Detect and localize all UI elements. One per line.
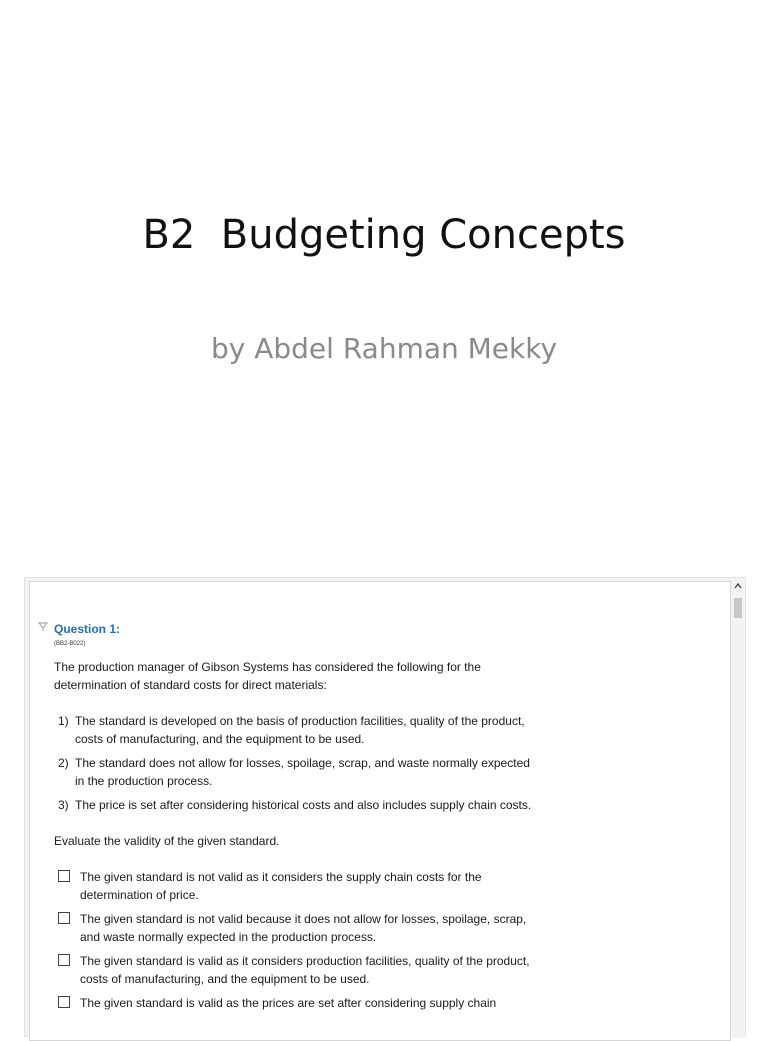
answer-text: The given standard is not valid as it considers the supply chain costs for the determination of price.	[80, 870, 482, 902]
scrollbar-thumb[interactable]	[734, 598, 742, 618]
vertical-scrollbar[interactable]	[731, 578, 745, 1038]
answer-option[interactable]	[54, 994, 534, 1012]
chevron-up-icon[interactable]	[733, 580, 743, 592]
item-number: 1)	[58, 714, 69, 728]
slide-subtitle: by Abdel Rahman Mekky	[210, 332, 558, 365]
item-text: The standard does not allow for losses, spoilage, scrap, and waste normally expected in the production process.	[75, 756, 530, 788]
item-number: 3)	[58, 798, 69, 812]
answer-checkbox[interactable]	[58, 912, 70, 924]
question-prompt: Evaluate the validity of the given standard.	[54, 834, 280, 848]
answer-checkbox[interactable]	[58, 954, 70, 966]
question-panel	[29, 581, 731, 1041]
criteria-list	[54, 712, 534, 814]
list-item	[54, 796, 534, 814]
slide-title: B2 Budgeting Concepts	[142, 212, 626, 258]
item-text: The price is set after considering historical costs and also includes supply chain costs.	[75, 798, 532, 812]
flag-icon[interactable]	[38, 622, 48, 632]
answer-text: The given standard is valid as it considers production facilities, quality of the product, costs of manufacturing, and the equipment to be used.	[80, 954, 530, 986]
answer-option[interactable]	[54, 952, 534, 988]
item-text: The standard is developed on the basis of production facilities, quality of the product, costs of manufacturing, and the equipment to be used.	[75, 714, 525, 746]
list-item	[54, 712, 534, 748]
answer-option[interactable]	[54, 868, 534, 904]
answer-checkbox[interactable]	[58, 996, 70, 1008]
question-body	[54, 658, 534, 1018]
question-code: (BB2-B022)	[54, 641, 86, 647]
answer-text: The given standard is not valid because it does not allow for losses, spoilage, scrap, and waste normally expected in the production process.	[80, 912, 527, 944]
answer-option[interactable]	[54, 910, 534, 946]
answer-text: The given standard is valid as the prices are set after considering supply chain	[80, 996, 497, 1010]
question-heading: Question 1:	[54, 622, 121, 636]
answer-options	[54, 868, 534, 1012]
item-number: 2)	[58, 756, 69, 770]
answer-checkbox[interactable]	[58, 870, 70, 882]
question-screenshot	[24, 577, 746, 1037]
list-item	[54, 754, 534, 790]
question-intro: The production manager of Gibson Systems has considered the following for the determination of standard costs for direct materials:	[54, 660, 481, 692]
